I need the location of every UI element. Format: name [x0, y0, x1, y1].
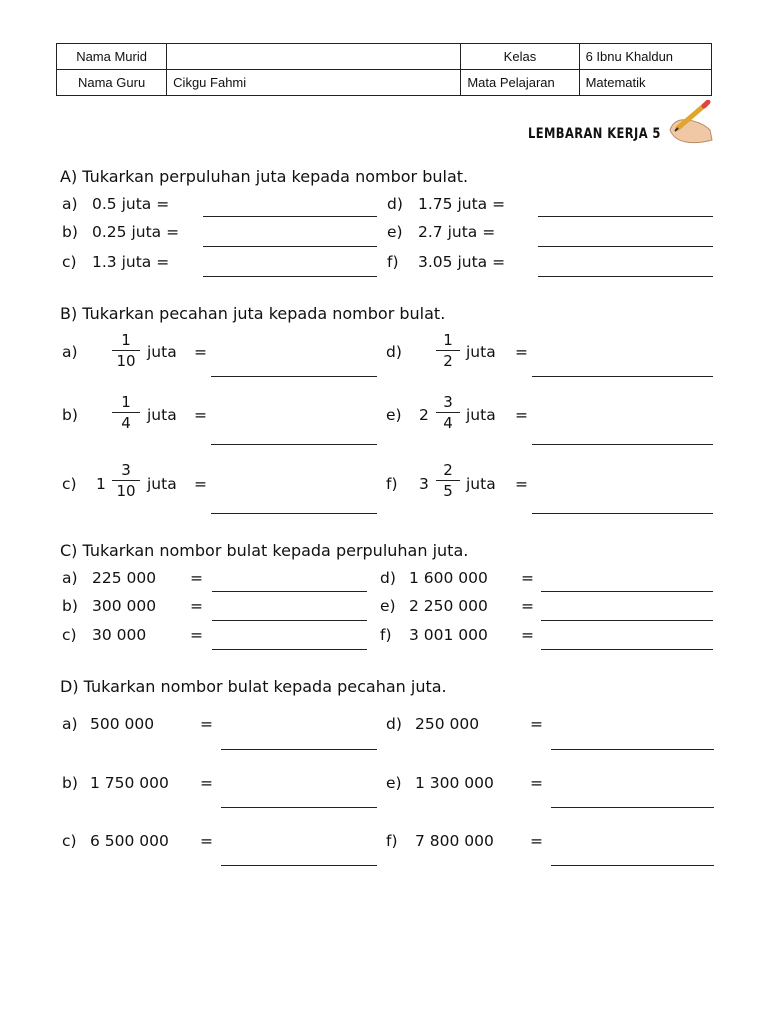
- question-number: 3 001 000: [409, 626, 488, 644]
- answer-line[interactable]: [541, 591, 713, 592]
- equals-sign: =: [194, 406, 207, 424]
- fraction-denominator: 4: [121, 414, 131, 432]
- question-label: e): [387, 223, 403, 241]
- equals-sign: =: [530, 832, 543, 850]
- question-label: e): [386, 406, 402, 424]
- question-expression: 1.3 juta =: [92, 253, 170, 271]
- equals-sign: =: [521, 597, 534, 615]
- student-name-label: Nama Murid: [57, 44, 167, 70]
- question-number: 1 600 000: [409, 569, 488, 587]
- question-label: d): [386, 343, 402, 361]
- subject-value: Matematik: [579, 70, 711, 96]
- equals-sign: =: [200, 832, 213, 850]
- section-c-heading: C) Tukarkan nombor bulat kepada perpuluhan juta.: [60, 541, 469, 560]
- subject-label: Mata Pelajaran: [461, 70, 579, 96]
- question-label: b): [62, 774, 78, 792]
- question-label: f): [380, 626, 392, 644]
- question-label: f): [386, 832, 398, 850]
- fraction-denominator: 2: [443, 352, 453, 370]
- answer-line[interactable]: [211, 513, 377, 514]
- question-expression: 2.7 juta =: [418, 223, 496, 241]
- header-row: [57, 70, 712, 96]
- equals-sign: =: [194, 475, 207, 493]
- fraction-numerator: 1: [443, 331, 453, 349]
- answer-line[interactable]: [203, 246, 377, 247]
- question-label: c): [62, 475, 77, 493]
- teacher-name-value: Cikgu Fahmi: [167, 70, 461, 96]
- answer-line[interactable]: [551, 749, 714, 750]
- fraction-numerator: 3: [121, 461, 131, 479]
- question-number: 300 000: [92, 597, 157, 615]
- question-number: 1 300 000: [415, 774, 494, 792]
- fraction-whole: 2: [419, 406, 429, 424]
- worksheet-title: LEMBARAN KERJA 5: [528, 126, 661, 142]
- section-a-heading: A) Tukarkan perpuluhan juta kepada nombor bulat.: [60, 167, 469, 186]
- fraction-denominator: 4: [443, 414, 453, 432]
- question-number: 225 000: [92, 569, 157, 587]
- answer-line[interactable]: [212, 591, 367, 592]
- juta-word: juta: [466, 343, 496, 361]
- answer-line[interactable]: [203, 276, 377, 277]
- answer-line[interactable]: [551, 807, 714, 808]
- question-label: d): [386, 715, 402, 733]
- question-label: c): [62, 626, 77, 644]
- fraction-denominator: 10: [116, 352, 136, 370]
- student-name-field[interactable]: [167, 44, 461, 70]
- juta-word: juta: [147, 343, 177, 361]
- answer-line[interactable]: [532, 444, 713, 445]
- question-label: b): [62, 597, 78, 615]
- answer-line[interactable]: [541, 620, 713, 621]
- question-label: b): [62, 223, 78, 241]
- equals-sign: =: [200, 715, 213, 733]
- fraction-numerator: 3: [443, 393, 453, 411]
- answer-line[interactable]: [532, 376, 713, 377]
- question-label: a): [62, 343, 78, 361]
- question-label: c): [62, 253, 77, 271]
- class-value: 6 Ibnu Khaldun: [579, 44, 711, 70]
- equals-sign: =: [521, 569, 534, 587]
- question-expression: 0.5 juta =: [92, 195, 170, 213]
- question-number: 2 250 000: [409, 597, 488, 615]
- equals-sign: =: [515, 475, 528, 493]
- header-row: [57, 44, 712, 70]
- question-label: c): [62, 832, 77, 850]
- answer-line[interactable]: [221, 807, 377, 808]
- equals-sign: =: [190, 597, 203, 615]
- section-d-heading: D) Tukarkan nombor bulat kepada pecahan juta.: [60, 677, 447, 696]
- section-b-heading: B) Tukarkan pecahan juta kepada nombor bulat.: [60, 304, 446, 323]
- fraction: [112, 393, 140, 432]
- question-label: f): [386, 475, 398, 493]
- question-number: 6 500 000: [90, 832, 169, 850]
- question-label: e): [380, 597, 396, 615]
- class-label: Kelas: [461, 44, 579, 70]
- answer-line[interactable]: [211, 444, 377, 445]
- question-label: d): [387, 195, 403, 213]
- equals-sign: =: [521, 626, 534, 644]
- juta-word: juta: [466, 406, 496, 424]
- fraction: [436, 331, 460, 370]
- equals-sign: =: [194, 343, 207, 361]
- answer-line[interactable]: [221, 865, 377, 866]
- equals-sign: =: [515, 343, 528, 361]
- answer-line[interactable]: [203, 216, 377, 217]
- question-label: a): [62, 195, 78, 213]
- fraction-whole: 3: [419, 475, 429, 493]
- fraction: [112, 331, 140, 370]
- answer-line[interactable]: [551, 865, 714, 866]
- question-number: 30 000: [92, 626, 147, 644]
- question-number: 500 000: [90, 715, 155, 733]
- fraction: [112, 461, 140, 500]
- fraction: [436, 393, 460, 432]
- question-label: a): [62, 715, 78, 733]
- question-number: 250 000: [415, 715, 480, 733]
- answer-line[interactable]: [211, 376, 377, 377]
- answer-line[interactable]: [532, 513, 713, 514]
- fraction-numerator: 1: [121, 331, 131, 349]
- answer-line[interactable]: [538, 246, 713, 247]
- answer-line[interactable]: [541, 649, 713, 650]
- answer-line[interactable]: [212, 620, 367, 621]
- teacher-name-label: Nama Guru: [57, 70, 167, 96]
- question-number: 1 750 000: [90, 774, 169, 792]
- fraction-denominator: 10: [116, 482, 136, 500]
- question-label: f): [387, 253, 399, 271]
- answer-line[interactable]: [538, 216, 713, 217]
- juta-word: juta: [466, 475, 496, 493]
- question-label: d): [380, 569, 396, 587]
- question-number: 7 800 000: [415, 832, 494, 850]
- fraction: [436, 461, 460, 500]
- question-expression: 3.05 juta =: [418, 253, 506, 271]
- fraction-denominator: 5: [443, 482, 453, 500]
- answer-line[interactable]: [212, 649, 367, 650]
- equals-sign: =: [190, 569, 203, 587]
- pencil-hand-icon: [658, 100, 714, 146]
- equals-sign: =: [515, 406, 528, 424]
- equals-sign: =: [200, 774, 213, 792]
- question-expression: 0.25 juta =: [92, 223, 180, 241]
- juta-word: juta: [147, 475, 177, 493]
- equals-sign: =: [530, 715, 543, 733]
- student-info-table: [56, 43, 712, 96]
- fraction-numerator: 1: [121, 393, 131, 411]
- question-label: a): [62, 569, 78, 587]
- fraction-numerator: 2: [443, 461, 453, 479]
- answer-line[interactable]: [538, 276, 713, 277]
- fraction-whole: 1: [96, 475, 106, 493]
- question-label: b): [62, 406, 78, 424]
- equals-sign: =: [530, 774, 543, 792]
- question-expression: 1.75 juta =: [418, 195, 506, 213]
- question-label: e): [386, 774, 402, 792]
- juta-word: juta: [147, 406, 177, 424]
- equals-sign: =: [190, 626, 203, 644]
- answer-line[interactable]: [221, 749, 377, 750]
